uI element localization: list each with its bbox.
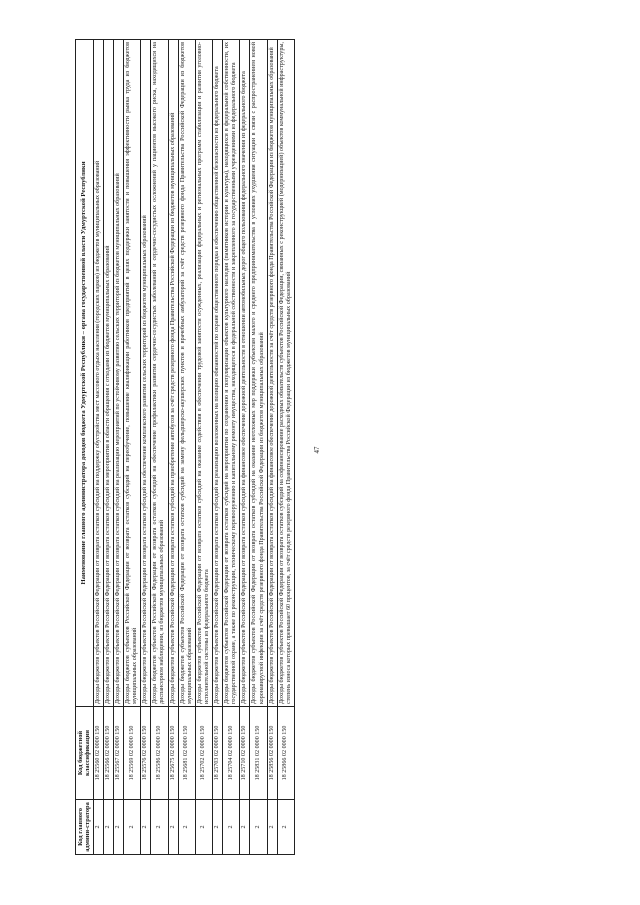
classification-code-cell: 18 25567 02 0000 150 xyxy=(114,707,124,800)
admin-code-cell: 2 xyxy=(267,800,277,855)
revenue-name-cell: Доходы бюджетов субъектов Российской Федерации от возврата остатков субсидий на обеспечение профилактики развития сердечно-сосудистых заболеваний и сердечно-сосудистых осложнений у пациентов высокого риска, находящихся на диспансерном наблюдении, из бюджетов муниципальных образований xyxy=(151,40,168,707)
table-row xyxy=(178,40,195,855)
table-row xyxy=(141,40,151,855)
revenue-name-cell: Доходы бюджетов субъектов Российской Федерации от возврата остатков субсидий на софинансирование расходных обязательств субъектов Российской Федерации, связанных с реконструкцией (модернизацией) объектов коммунальной инфраструктуры, степень износа которых превышает 60 процентов, за счёт средств резервного фонда Правительства Российской Федерации из бюджетов муниципальных образований xyxy=(277,40,294,707)
table-row xyxy=(168,40,178,855)
header-admin-code: Код главного админи-стратора xyxy=(76,800,94,855)
table-row xyxy=(240,40,250,855)
rotated-table-region xyxy=(75,40,555,855)
classification-code-cell: 18 25710 02 0000 150 xyxy=(240,707,250,800)
table-row xyxy=(250,40,267,855)
admin-code-cell: 2 xyxy=(103,800,113,855)
table-row xyxy=(213,40,223,855)
classification-code-cell: 18 25586 02 0000 150 xyxy=(151,707,168,800)
classification-code-cell: 18 25675 02 0000 150 xyxy=(168,707,178,800)
classification-code-cell: 18 25831 02 0000 150 xyxy=(250,707,267,800)
revenue-name-cell: Доходы бюджетов субъектов Российской Федерации от возврата остатков субсидий на финансовое обеспечение дорожной деятельности в отношении автомобильных дорог общего пользования федерального значения из федерального бюджета xyxy=(240,40,250,707)
table-row xyxy=(223,40,240,855)
classification-code-cell: 18 25866 02 0000 150 xyxy=(277,707,294,800)
table-body xyxy=(93,40,294,855)
admin-code-cell: 2 xyxy=(223,800,240,855)
admin-code-cell: 2 xyxy=(168,800,178,855)
admin-code-cell: 2 xyxy=(277,800,294,855)
classification-code-cell: 18 25566 02 0000 150 xyxy=(103,707,113,800)
revenue-name-cell: Доходы бюджетов субъектов Российской Федерации от возврата остатков субсидий на реализацию возложенных на полицию обязанностей по охране общественного порядка и обеспечению общественной безопасности из федерального бюджета xyxy=(213,40,223,707)
table-header-row xyxy=(76,40,94,855)
admin-code-cell: 2 xyxy=(114,800,124,855)
revenue-name-cell: Доходы бюджетов субъектов Российской Федерации от возврата остатков субсидий на реализацию мероприятий по устойчивому развитию сельских территорий из бюджетов муниципальных образований xyxy=(114,40,124,707)
table-row xyxy=(267,40,277,855)
classification-code-cell: 18 25704 02 0000 150 xyxy=(223,707,240,800)
revenue-administrators-table xyxy=(75,39,295,855)
table-row xyxy=(103,40,113,855)
revenue-name-cell: Доходы бюджетов субъектов Российской Федерации от возврата остатков субсидий на приобретение автобусов за счёт средств резервного фонда Правительства Российской Федерации из бюджетов муниципальных образований xyxy=(168,40,178,707)
revenue-name-cell: Доходы бюджетов субъектов Российской Федерации от возврата остатков субсидий на обеспечение комплексного развития сельских территорий из бюджетов муниципальных образований xyxy=(141,40,151,707)
table-row xyxy=(195,40,212,855)
revenue-name-cell: Доходы бюджетов субъектов Российской Федерации от возврата остатков субсидий на мероприятия в области обращения с отходами из бюджетов муниципальных образований xyxy=(103,40,113,707)
header-budget-classification-code: Код бюджетной классификации xyxy=(76,707,94,800)
classification-code-cell: 18 25569 02 0000 150 xyxy=(124,707,141,800)
revenue-name-cell: Доходы бюджетов субъектов Российской Федерации от возврата остатков субсидий на переобучение, повышение квалификации работников предприятий в целях поддержки занятости и повышения эффективности рынка труда из бюджетов муниципальных образований xyxy=(124,40,141,707)
table-row xyxy=(114,40,124,855)
revenue-name-cell: Доходы бюджетов субъектов Российской Федерации от возврата остатков субсидий на мероприятия по сохранению и популяризации объектов культурного наследия (памятников истории и культуры), находящихся в федеральной собственности, их государственной охране, а также по реконструкции, техническому перевооружению и капитальному ремонту имущества, находящегося в федеральной собственности и закрепленного за государственными учреждениями из федерального бюджета xyxy=(223,40,240,707)
header-administrator-name: Наименование главного администратора доходов бюджета Удмуртской Республики – органа государственной власти Удмуртской Республики xyxy=(76,40,94,707)
table-row xyxy=(93,40,103,855)
classification-code-cell: 18 25681 02 0000 150 xyxy=(178,707,195,800)
classification-code-cell: 18 25702 02 0000 150 xyxy=(195,707,212,800)
table-row xyxy=(277,40,294,855)
revenue-name-cell: Доходы бюджетов субъектов Российской Федерации от возврата остатков субсидий на поддержку обустройства мест массового отдыха населения (городских парков) из бюджетов муниципальных образований xyxy=(93,40,103,707)
revenue-name-cell: Доходы бюджетов субъектов Российской Федерации от возврата остатков субсидий на замену фельдшерско-акушерских пунктов и врачебных амбулаторий за счёт средств резервного фонда Правительства Российской Федерации из бюджетов муниципальных образований xyxy=(178,40,195,707)
admin-code-cell: 2 xyxy=(93,800,103,855)
page-number: 47 xyxy=(313,446,321,454)
admin-code-cell: 2 xyxy=(178,800,195,855)
admin-code-cell: 2 xyxy=(124,800,141,855)
admin-code-cell: 2 xyxy=(213,800,223,855)
admin-code-cell: 2 xyxy=(151,800,168,855)
classification-code-cell: 18 25856 02 0000 150 xyxy=(267,707,277,800)
classification-code-cell: 18 25560 02 0000 150 xyxy=(93,707,103,800)
table-row xyxy=(151,40,168,855)
admin-code-cell: 2 xyxy=(141,800,151,855)
revenue-name-cell: Доходы бюджетов субъектов Российской Федерации от возврата остатков субсидий на оказание неотложных мер поддержки субъектам малого и среднего предпринимательства в условиях ухудшения ситуации в связи с распространением новой коронавирусной инфекции за счёт средств резервного фонда Правительства Российской Федерации из бюджетов муниципальных образований xyxy=(250,40,267,707)
admin-code-cell: 2 xyxy=(195,800,212,855)
revenue-name-cell: Доходы бюджетов субъектов Российской Федерации от возврата остатков субсидий на финансовое обеспечение дорожной деятельности за счёт средств резервного фонда Правительства Российской Федерации из бюджетов муниципальных образований xyxy=(267,40,277,707)
admin-code-cell: 2 xyxy=(250,800,267,855)
table-row xyxy=(124,40,141,855)
revenue-name-cell: Доходы бюджетов субъектов Российской Федерации от возврата остатков субсидий на оказание содействия в обеспечении трудовой занятости осужденных, реализации федеральных и региональных программ стабилизации и развития уголовно-исполнительной системы из федерального бюджета xyxy=(195,40,212,707)
admin-code-cell: 2 xyxy=(240,800,250,855)
classification-code-cell: 18 25576 02 0000 150 xyxy=(141,707,151,800)
classification-code-cell: 18 25703 02 0000 150 xyxy=(213,707,223,800)
